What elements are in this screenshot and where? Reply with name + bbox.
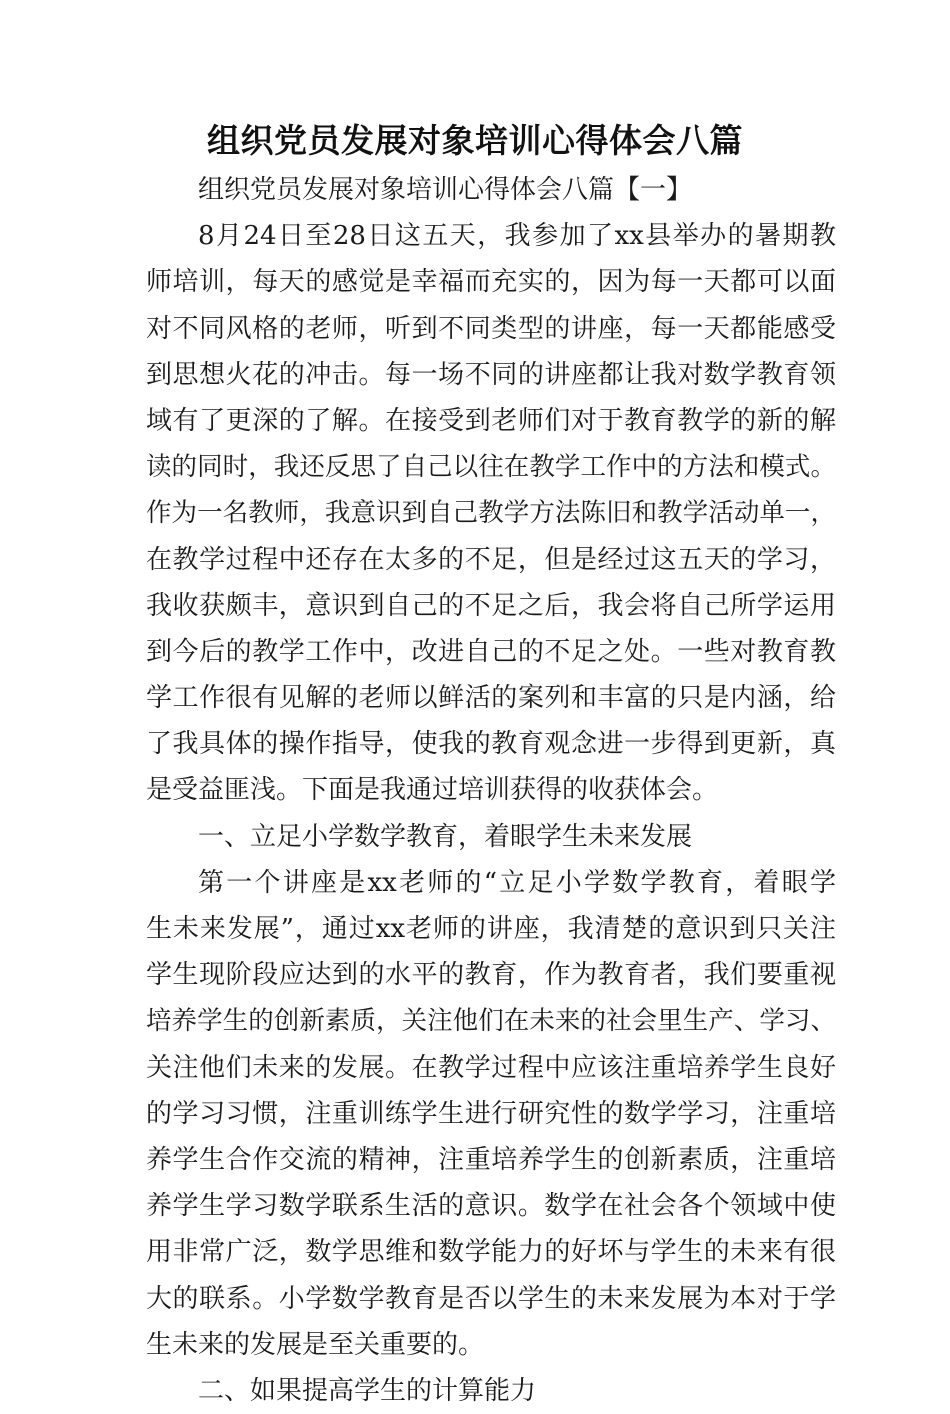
text-line: 用非常广泛，数学思维和数学能力的好坏与学生的未来有很 (146, 1237, 836, 1268)
text-line: 到今后的教学工作中，改进自己的不足之处。一些对教育教 (146, 636, 836, 667)
text-line: 学工作很有见解的老师以鲜活的案列和丰富的只是内涵，给 (146, 683, 836, 714)
text-line: 大的联系。小学数学教育是否以学生的未来发展为本对于学 (146, 1283, 836, 1314)
text-line: 培养学生的创新素质，关注他们在未来的社会里生产、学习、 (146, 1006, 836, 1037)
text-line: 养学生学习数学联系生活的意识。数学在社会各个领域中使 (146, 1191, 836, 1222)
text-line: 生未来发展”，通过xx老师的讲座，我清楚的意识到只关注 (146, 914, 836, 944)
text-line: 在教学过程中还存在太多的不足，但是经过这五天的学习， (146, 544, 836, 575)
text-line: 的学习习惯，注重训练学生进行研究性的数学学习，注重培 (146, 1098, 836, 1129)
text-line: 关注他们未来的发展。在教学过程中应该注重培养学生良好 (146, 1052, 836, 1083)
text-line: 学生现阶段应达到的水平的教育，作为教育者，我们要重视 (146, 960, 836, 991)
document-title: 组织党员发展对象培训心得体会八篇 (207, 121, 743, 160)
document-body (146, 167, 836, 1414)
text-line: 一、立足小学数学教育，着眼学生未来发展 (198, 821, 693, 852)
text-line: 组织党员发展对象培训心得体会八篇【一】 (198, 175, 693, 205)
text-line: 生未来的发展是至关重要的。 (146, 1329, 485, 1360)
text-line: 我收获颇丰，意识到自己的不足之后，我会将自己所学运用 (146, 590, 836, 621)
text-line: 第一个讲座是xx老师的“立足小学数学教育，着眼学 (198, 867, 836, 898)
text-line: 养学生合作交流的精神，注重培养学生的创新素质，注重培 (146, 1144, 836, 1175)
text-line: 到思想火花的冲击。每一场不同的讲座都让我对数学教育领 (146, 359, 836, 390)
text-line: 8月24日至28日这五天，我参加了xx县举办的暑期教 (198, 221, 836, 252)
text-line: 二、如果提高学生的计算能力 (198, 1375, 537, 1406)
text-line: 了我具体的操作指导，使我的教育观念进一步得到更新，真 (146, 729, 836, 760)
text-line: 对不同风格的老师，听到不同类型的讲座，每一天都能感受 (146, 313, 836, 344)
text-line: 是受益匪浅。下面是我通过培训获得的收获体会。 (146, 775, 719, 806)
text-line: 作为一名教师，我意识到自己教学方法陈旧和教学活动单一， (146, 498, 836, 529)
text-line: 读的同时，我还反思了自己以往在教学工作中的方法和模式。 (146, 452, 836, 483)
text-line: 师培训，每天的感觉是幸福而充实的，因为每一天都可以面 (146, 267, 836, 298)
text-line: 域有了更深的了解。在接受到老师们对于教育教学的新的解 (146, 405, 836, 436)
